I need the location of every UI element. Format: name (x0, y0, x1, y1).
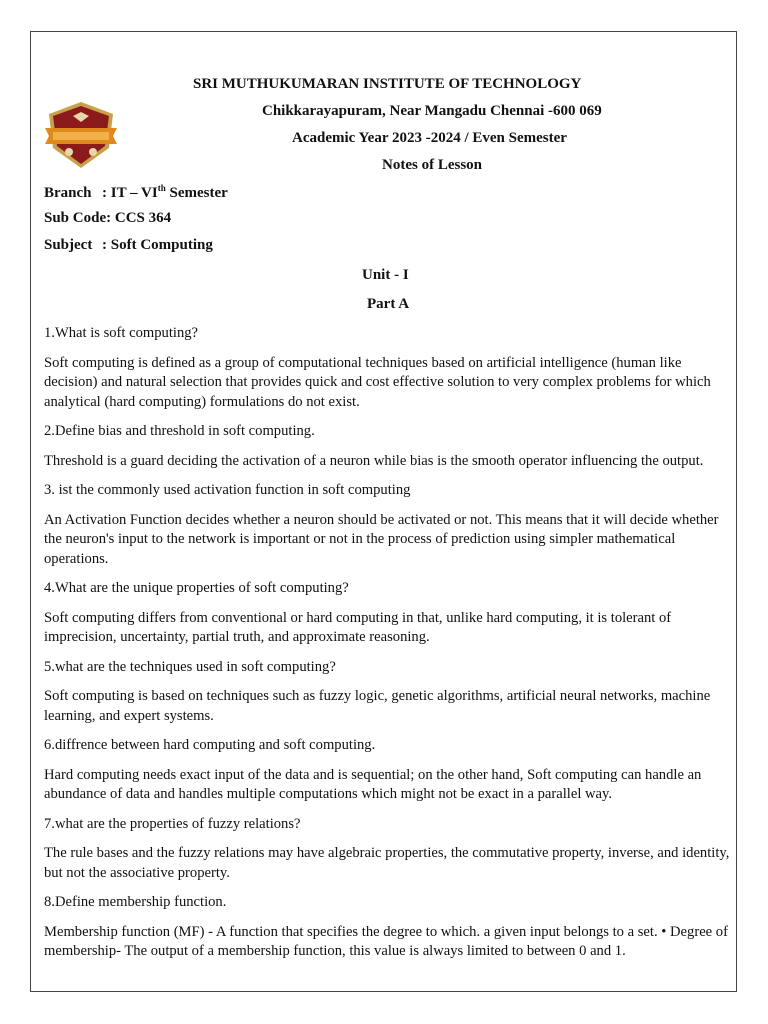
answer-1: Soft computing is defined as a group of computational techniques based on artificial intelligence (human like decision) and natural selection that provides quick and cost effective solution to very complex problems for which analytical (hard computing) formulations do not exist. (44, 354, 711, 410)
institute-address: Chikkarayapuram, Near Mangadu Chennai -600 069 (262, 103, 602, 119)
question-8: 8.Define membership function. (44, 894, 227, 910)
question-5: 5.what are the techniques used in soft computing? (44, 658, 336, 675)
branch-label: Branch (44, 185, 92, 201)
answer-6: Hard computing needs exact input of the data and is sequential; on the other hand, Soft computing can handle an abundance of data and handles multiple computations which might not be exact in a parallel way. (44, 766, 702, 802)
subject-label: Subject (44, 237, 93, 253)
answer-8: Membership function (MF) - A function that specifies the degree to which. a given input belongs to a set. • Degree of membership- The output of a membership function, this value is always limited to between 0 and 1. (44, 923, 728, 959)
answer-5: Soft computing is based on techniques such as fuzzy logic, genetic algorithms, artificial neural networks, machine learning, and expert systems. (44, 688, 711, 724)
branch-sup: th (157, 183, 166, 193)
institute-logo (43, 100, 119, 170)
answer-2: Threshold is a guard deciding the activation of a neuron while bias is the smooth operator influencing the output. (44, 452, 704, 469)
subcode-line (44, 210, 171, 227)
doc-type: Notes of Lesson (382, 157, 482, 173)
qa-section (44, 324, 734, 972)
answer-7: The rule bases and the fuzzy relations may have algebraic properties, the commutative property, inverse, and identity, but not the associative property. (44, 845, 730, 881)
subcode-label: Sub Code: (44, 210, 112, 226)
unit-heading: Unit - I (362, 267, 409, 283)
institute-name: SRI MUTHUKUMARAN INSTITUTE OF TECHNOLOGY (193, 76, 582, 92)
subject-line (44, 237, 213, 254)
question-7: 7.what are the properties of fuzzy relations? (44, 815, 301, 832)
branch-line (44, 183, 228, 202)
question-2: 2.Define bias and threshold in soft computing. (44, 423, 315, 439)
question-4: 4.What are the unique properties of soft computing? (44, 580, 349, 596)
question-6: 6.diffrence between hard computing and soft computing. (44, 737, 376, 753)
academic-year: Academic Year 2023 -2024 / Even Semester (292, 130, 567, 146)
part-heading: Part A (367, 296, 410, 312)
answer-4: Soft computing differs from conventional or hard computing in that, unlike hard computing, it is tolerant of imprecision, uncertainty, partial truth, and approximate reasoning. (44, 609, 672, 645)
question-1: 1.What is soft computing? (44, 325, 199, 341)
branch-value: : IT – VI (102, 185, 158, 201)
subcode-value: CCS 364 (111, 210, 172, 226)
question-3: 3. ist the commonly used activation function in soft computing (44, 482, 411, 498)
branch-suffix: Semester (165, 185, 228, 201)
subject-value: : Soft Computing (102, 237, 213, 253)
answer-3: An Activation Function decides whether a neuron should be activated or not. This means that it will decide whether the neuron's input to the network is important or not in the process of prediction using simpler mathematical operations. (44, 511, 719, 567)
